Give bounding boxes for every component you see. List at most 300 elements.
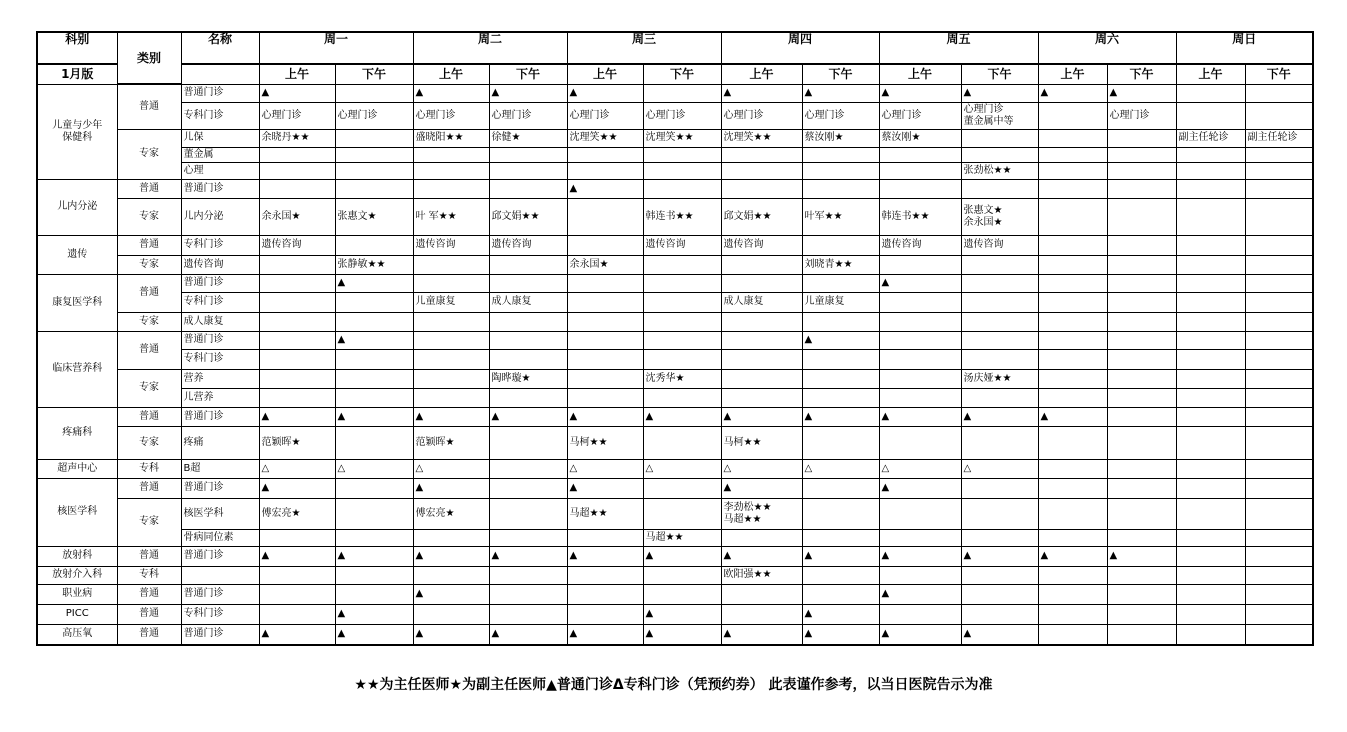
schedule-cell bbox=[879, 255, 961, 274]
schedule-cell bbox=[489, 349, 567, 369]
schedule-cell bbox=[1107, 129, 1176, 147]
schedule-cell bbox=[1176, 102, 1245, 129]
schedule-cell bbox=[335, 388, 413, 407]
schedule-cell bbox=[335, 162, 413, 179]
schedule-cell: 陶晔璇★ bbox=[489, 369, 567, 388]
schedule-cell bbox=[1038, 129, 1107, 147]
schedule-cell bbox=[1245, 274, 1313, 292]
clinic-name-cell: 疼痛 bbox=[181, 426, 259, 459]
schedule-cell: ▲ bbox=[879, 584, 961, 604]
schedule-cell: 汤庆娅★★ bbox=[961, 369, 1038, 388]
schedule-cell bbox=[1245, 162, 1313, 179]
schedule-cell: ▲ bbox=[802, 624, 879, 645]
schedule-cell bbox=[489, 312, 567, 331]
pm-header: 下午 bbox=[1107, 64, 1176, 84]
dept-cell: 儿内分泌 bbox=[37, 179, 117, 235]
schedule-cell bbox=[489, 274, 567, 292]
schedule-cell: ▲ bbox=[721, 478, 802, 498]
schedule-cell bbox=[1038, 102, 1107, 129]
schedule-cell bbox=[1107, 292, 1176, 312]
schedule-cell bbox=[1107, 198, 1176, 235]
day-header: 周四 bbox=[721, 32, 879, 64]
day-header: 周五 bbox=[879, 32, 1038, 64]
schedule-cell: △ bbox=[335, 459, 413, 478]
clinic-name-cell: 普通门诊 bbox=[181, 179, 259, 198]
schedule-cell bbox=[1038, 274, 1107, 292]
schedule-cell: 邱文娟★★ bbox=[721, 198, 802, 235]
schedule-cell bbox=[721, 331, 802, 349]
clinic-name-cell: 核医学科 bbox=[181, 498, 259, 529]
schedule-cell: ▲ bbox=[879, 274, 961, 292]
schedule-cell bbox=[1245, 255, 1313, 274]
schedule-cell bbox=[802, 179, 879, 198]
schedule-cell bbox=[961, 584, 1038, 604]
schedule-cell bbox=[1038, 584, 1107, 604]
schedule-cell: 蔡汝刚★ bbox=[802, 129, 879, 147]
clinic-name-cell: 骨病同位素 bbox=[181, 529, 259, 546]
schedule-cell: ▲ bbox=[721, 407, 802, 426]
schedule-cell bbox=[1107, 498, 1176, 529]
schedule-cell bbox=[961, 426, 1038, 459]
schedule-cell: 叶军★★ bbox=[802, 198, 879, 235]
schedule-cell bbox=[1176, 426, 1245, 459]
schedule-cell bbox=[335, 584, 413, 604]
table-row bbox=[37, 388, 1313, 407]
clinic-name-cell: 遗传咨询 bbox=[181, 255, 259, 274]
schedule-cell bbox=[1038, 388, 1107, 407]
schedule-cell: 范颖晖★ bbox=[259, 426, 335, 459]
schedule-cell: ▲ bbox=[961, 546, 1038, 566]
schedule-cell: ▲ bbox=[567, 624, 643, 645]
schedule-cell: ▲ bbox=[567, 546, 643, 566]
clinic-name-cell: 儿保 bbox=[181, 129, 259, 147]
type-cell: 专科 bbox=[117, 566, 181, 584]
schedule-cell: 成人康复 bbox=[721, 292, 802, 312]
schedule-cell: 马超★★ bbox=[567, 498, 643, 529]
schedule-cell: 遗传咨询 bbox=[413, 235, 489, 255]
schedule-cell: ▲ bbox=[413, 546, 489, 566]
schedule-cell: ▲ bbox=[879, 407, 961, 426]
table-row bbox=[37, 407, 1313, 426]
schedule-cell: ▲ bbox=[802, 407, 879, 426]
schedule-cell: ▲ bbox=[489, 624, 567, 645]
table-row bbox=[37, 255, 1313, 274]
schedule-cell bbox=[643, 566, 721, 584]
am-header: 上午 bbox=[1176, 64, 1245, 84]
schedule-cell: ▲ bbox=[567, 407, 643, 426]
clinic-name-cell: B超 bbox=[181, 459, 259, 478]
schedule-cell bbox=[259, 312, 335, 331]
schedule-cell: ▲ bbox=[259, 478, 335, 498]
schedule-cell bbox=[489, 478, 567, 498]
schedule-cell bbox=[1038, 459, 1107, 478]
schedule-cell bbox=[1245, 179, 1313, 198]
type-cell: 普通 bbox=[117, 179, 181, 198]
schedule-cell: ▲ bbox=[567, 179, 643, 198]
schedule-cell bbox=[1038, 331, 1107, 349]
schedule-cell bbox=[721, 179, 802, 198]
schedule-cell: ▲ bbox=[567, 478, 643, 498]
clinic-name-cell: 董金属 bbox=[181, 147, 259, 162]
type-cell: 专家 bbox=[117, 129, 181, 179]
schedule-cell bbox=[879, 566, 961, 584]
schedule-cell bbox=[1107, 426, 1176, 459]
schedule-cell bbox=[489, 529, 567, 546]
schedule-cell bbox=[643, 312, 721, 331]
schedule-cell bbox=[1176, 198, 1245, 235]
schedule-cell bbox=[413, 566, 489, 584]
clinic-name-cell: 儿内分泌 bbox=[181, 198, 259, 235]
schedule-cell bbox=[1038, 566, 1107, 584]
schedule-cell bbox=[1107, 331, 1176, 349]
schedule-cell bbox=[802, 498, 879, 529]
schedule-cell bbox=[259, 388, 335, 407]
dept-cell: PICC bbox=[37, 604, 117, 624]
schedule-cell bbox=[961, 498, 1038, 529]
type-cell: 普通 bbox=[117, 84, 181, 129]
clinic-name-cell bbox=[181, 566, 259, 584]
schedule-cell: ▲ bbox=[1107, 546, 1176, 566]
clinic-name-cell: 心理 bbox=[181, 162, 259, 179]
schedule-cell bbox=[259, 255, 335, 274]
dept-cell: 职业病 bbox=[37, 584, 117, 604]
schedule-cell: 李劲松★★ 马超★★ bbox=[721, 498, 802, 529]
schedule-cell bbox=[1107, 179, 1176, 198]
table-row bbox=[37, 459, 1313, 478]
schedule-cell bbox=[567, 235, 643, 255]
am-header: 上午 bbox=[413, 64, 489, 84]
schedule-cell bbox=[413, 179, 489, 198]
schedule-cell: ▲ bbox=[802, 331, 879, 349]
schedule-cell bbox=[879, 388, 961, 407]
schedule-cell bbox=[643, 292, 721, 312]
schedule-cell bbox=[1245, 426, 1313, 459]
schedule-cell: 成人康复 bbox=[489, 292, 567, 312]
schedule-cell bbox=[1245, 147, 1313, 162]
schedule-cell bbox=[1107, 312, 1176, 331]
schedule-cell: ▲ bbox=[961, 624, 1038, 645]
schedule-cell bbox=[1245, 349, 1313, 369]
schedule-cell bbox=[1245, 84, 1313, 102]
name-subheader bbox=[181, 64, 259, 84]
table-row bbox=[37, 369, 1313, 388]
schedule-cell bbox=[802, 478, 879, 498]
schedule-cell bbox=[1107, 274, 1176, 292]
schedule-cell bbox=[721, 388, 802, 407]
schedule-cell bbox=[259, 349, 335, 369]
schedule-cell bbox=[1107, 369, 1176, 388]
schedule-cell bbox=[259, 529, 335, 546]
schedule-cell bbox=[1245, 331, 1313, 349]
schedule-cell bbox=[489, 584, 567, 604]
schedule-cell: 刘晓青★★ bbox=[802, 255, 879, 274]
schedule-cell bbox=[1038, 604, 1107, 624]
schedule-cell: △ bbox=[567, 459, 643, 478]
schedule-cell bbox=[1176, 459, 1245, 478]
schedule-cell bbox=[335, 179, 413, 198]
schedule-cell: ▲ bbox=[879, 478, 961, 498]
schedule-cell bbox=[1107, 529, 1176, 546]
schedule-cell bbox=[1176, 546, 1245, 566]
type-cell: 普通 bbox=[117, 235, 181, 255]
schedule-cell bbox=[1245, 624, 1313, 645]
schedule-cell bbox=[1245, 369, 1313, 388]
schedule-cell bbox=[335, 478, 413, 498]
schedule-cell bbox=[259, 566, 335, 584]
schedule-table bbox=[36, 31, 1314, 646]
schedule-cell: 心理门诊 bbox=[335, 102, 413, 129]
schedule-cell bbox=[961, 331, 1038, 349]
schedule-cell bbox=[413, 274, 489, 292]
schedule-cell bbox=[961, 388, 1038, 407]
schedule-cell bbox=[1245, 102, 1313, 129]
pm-header: 下午 bbox=[802, 64, 879, 84]
schedule-cell: ▲ bbox=[335, 604, 413, 624]
am-header: 上午 bbox=[259, 64, 335, 84]
schedule-cell: ▲ bbox=[879, 624, 961, 645]
schedule-cell bbox=[335, 147, 413, 162]
schedule-cell bbox=[1038, 349, 1107, 369]
type-cell: 专家 bbox=[117, 312, 181, 331]
schedule-cell bbox=[259, 162, 335, 179]
schedule-cell: 马柯★★ bbox=[567, 426, 643, 459]
type-cell: 普通 bbox=[117, 274, 181, 312]
schedule-cell bbox=[1245, 292, 1313, 312]
schedule-cell bbox=[1176, 84, 1245, 102]
schedule-cell bbox=[721, 584, 802, 604]
schedule-cell bbox=[489, 426, 567, 459]
schedule-cell bbox=[802, 388, 879, 407]
day-header: 周二 bbox=[413, 32, 567, 64]
clinic-name-cell: 儿营养 bbox=[181, 388, 259, 407]
schedule-cell bbox=[721, 312, 802, 331]
schedule-cell bbox=[1176, 584, 1245, 604]
table-row bbox=[37, 604, 1313, 624]
schedule-cell bbox=[335, 566, 413, 584]
schedule-cell bbox=[1176, 331, 1245, 349]
table-row bbox=[37, 162, 1313, 179]
schedule-cell bbox=[961, 255, 1038, 274]
schedule-cell bbox=[567, 312, 643, 331]
schedule-cell bbox=[489, 255, 567, 274]
schedule-cell bbox=[1107, 407, 1176, 426]
schedule-cell bbox=[1176, 235, 1245, 255]
schedule-cell: 心理门诊 bbox=[643, 102, 721, 129]
schedule-cell bbox=[1038, 147, 1107, 162]
schedule-cell bbox=[802, 529, 879, 546]
schedule-cell: △ bbox=[643, 459, 721, 478]
schedule-cell bbox=[802, 274, 879, 292]
schedule-cell bbox=[961, 478, 1038, 498]
schedule-cell: 沈理笑★★ bbox=[643, 129, 721, 147]
schedule-cell: 张惠文★ bbox=[335, 198, 413, 235]
schedule-cell bbox=[1176, 624, 1245, 645]
schedule-cell: 心理门诊 bbox=[1107, 102, 1176, 129]
schedule-cell bbox=[802, 235, 879, 255]
pm-header: 下午 bbox=[335, 64, 413, 84]
schedule-cell bbox=[643, 478, 721, 498]
schedule-cell bbox=[335, 292, 413, 312]
schedule-cell: ▲ bbox=[259, 546, 335, 566]
schedule-cell: 蔡汝刚★ bbox=[879, 129, 961, 147]
schedule-cell: 儿童康复 bbox=[802, 292, 879, 312]
schedule-cell: ▲ bbox=[1107, 84, 1176, 102]
table-row bbox=[37, 235, 1313, 255]
schedule-cell: 儿童康复 bbox=[413, 292, 489, 312]
schedule-cell bbox=[721, 255, 802, 274]
legend-note: ★★为主任医师★为副主任医师▲普通门诊Δ专科门诊（凭预约券） 此表谨作参考，以当日医院告示为准 bbox=[354, 677, 993, 693]
schedule-cell bbox=[1245, 498, 1313, 529]
schedule-cell bbox=[1245, 312, 1313, 331]
table-row bbox=[37, 129, 1313, 147]
schedule-cell bbox=[1176, 498, 1245, 529]
clinic-name-cell: 普通门诊 bbox=[181, 84, 259, 102]
schedule-cell: △ bbox=[413, 459, 489, 478]
schedule-cell bbox=[489, 498, 567, 529]
schedule-cell bbox=[413, 604, 489, 624]
schedule-cell bbox=[643, 147, 721, 162]
schedule-cell: ▲ bbox=[643, 407, 721, 426]
schedule-cell: ▲ bbox=[413, 84, 489, 102]
pm-header: 下午 bbox=[643, 64, 721, 84]
schedule-cell bbox=[879, 369, 961, 388]
schedule-cell bbox=[413, 331, 489, 349]
schedule-cell bbox=[802, 312, 879, 331]
schedule-cell bbox=[1176, 604, 1245, 624]
schedule-cell bbox=[413, 529, 489, 546]
schedule-cell bbox=[335, 529, 413, 546]
type-cell: 专家 bbox=[117, 426, 181, 459]
clinic-name-cell: 普通门诊 bbox=[181, 478, 259, 498]
schedule-cell: ▲ bbox=[567, 84, 643, 102]
pm-header: 下午 bbox=[961, 64, 1038, 84]
dept-cell: 康复医学科 bbox=[37, 274, 117, 331]
schedule-cell: ▲ bbox=[335, 407, 413, 426]
schedule-cell bbox=[413, 349, 489, 369]
schedule-cell bbox=[335, 129, 413, 147]
schedule-cell: ▲ bbox=[259, 407, 335, 426]
schedule-cell bbox=[1245, 566, 1313, 584]
schedule-cell bbox=[879, 331, 961, 349]
schedule-cell bbox=[1038, 198, 1107, 235]
schedule-cell: 沈理笑★★ bbox=[567, 129, 643, 147]
schedule-cell bbox=[413, 388, 489, 407]
schedule-cell bbox=[489, 147, 567, 162]
schedule-cell bbox=[1245, 478, 1313, 498]
schedule-cell: ▲ bbox=[413, 624, 489, 645]
schedule-cell bbox=[1107, 147, 1176, 162]
schedule-cell: ▲ bbox=[335, 546, 413, 566]
schedule-cell bbox=[259, 369, 335, 388]
schedule-cell bbox=[335, 369, 413, 388]
schedule-cell bbox=[1107, 255, 1176, 274]
schedule-cell: 范颖晖★ bbox=[413, 426, 489, 459]
table-row bbox=[37, 84, 1313, 102]
schedule-cell bbox=[1038, 179, 1107, 198]
schedule-cell bbox=[721, 349, 802, 369]
schedule-cell: 盛晓阳★★ bbox=[413, 129, 489, 147]
schedule-cell: ▲ bbox=[643, 604, 721, 624]
clinic-name-cell: 营养 bbox=[181, 369, 259, 388]
schedule-cell bbox=[489, 566, 567, 584]
schedule-cell bbox=[802, 566, 879, 584]
type-cell: 专家 bbox=[117, 369, 181, 407]
schedule-cell: ▲ bbox=[721, 84, 802, 102]
schedule-cell bbox=[259, 147, 335, 162]
schedule-cell bbox=[335, 349, 413, 369]
table-row bbox=[37, 624, 1313, 645]
schedule-cell: ▲ bbox=[489, 407, 567, 426]
type-header: 类别 bbox=[117, 32, 181, 84]
schedule-cell bbox=[259, 274, 335, 292]
schedule-cell bbox=[335, 235, 413, 255]
schedule-cell: ▲ bbox=[259, 624, 335, 645]
schedule-cell: 副主任轮诊 bbox=[1245, 129, 1313, 147]
schedule-cell bbox=[643, 255, 721, 274]
schedule-cell bbox=[259, 604, 335, 624]
header-row-days bbox=[37, 32, 1313, 64]
schedule-cell bbox=[1245, 198, 1313, 235]
schedule-cell: ▲ bbox=[721, 624, 802, 645]
table-row bbox=[37, 584, 1313, 604]
type-cell: 普通 bbox=[117, 546, 181, 566]
schedule-cell: 遗传咨询 bbox=[489, 235, 567, 255]
schedule-cell: ▲ bbox=[489, 546, 567, 566]
schedule-cell bbox=[1245, 604, 1313, 624]
table-row bbox=[37, 292, 1313, 312]
schedule-cell: ▲ bbox=[335, 624, 413, 645]
schedule-cell bbox=[879, 312, 961, 331]
schedule-cell bbox=[961, 349, 1038, 369]
schedule-cell bbox=[1107, 349, 1176, 369]
schedule-cell bbox=[489, 331, 567, 349]
schedule-cell bbox=[879, 147, 961, 162]
schedule-cell: △ bbox=[259, 459, 335, 478]
schedule-cell bbox=[879, 604, 961, 624]
schedule-cell bbox=[567, 147, 643, 162]
schedule-cell: △ bbox=[961, 459, 1038, 478]
schedule-cell bbox=[567, 292, 643, 312]
schedule-cell: 遗传咨询 bbox=[961, 235, 1038, 255]
schedule-cell: △ bbox=[721, 459, 802, 478]
table-row bbox=[37, 529, 1313, 546]
schedule-cell bbox=[1245, 235, 1313, 255]
schedule-cell bbox=[489, 604, 567, 624]
dept-cell: 疼痛科 bbox=[37, 407, 117, 459]
schedule-cell: 韩连书★★ bbox=[643, 198, 721, 235]
schedule-cell: 余晓丹★★ bbox=[259, 129, 335, 147]
schedule-cell bbox=[567, 162, 643, 179]
schedule-cell bbox=[1176, 529, 1245, 546]
schedule-cell: 邱文娟★★ bbox=[489, 198, 567, 235]
schedule-cell bbox=[961, 147, 1038, 162]
schedule-cell bbox=[1038, 426, 1107, 459]
day-header: 周日 bbox=[1176, 32, 1313, 64]
table-row bbox=[37, 198, 1313, 235]
schedule-cell bbox=[567, 331, 643, 349]
schedule-cell: ▲ bbox=[802, 84, 879, 102]
schedule-cell bbox=[1245, 407, 1313, 426]
schedule-cell bbox=[1245, 388, 1313, 407]
type-cell: 专家 bbox=[117, 498, 181, 546]
schedule-cell bbox=[879, 349, 961, 369]
schedule-cell bbox=[1107, 624, 1176, 645]
header-row-halfdays bbox=[37, 64, 1313, 84]
day-header: 周六 bbox=[1038, 32, 1176, 64]
schedule-cell bbox=[1038, 292, 1107, 312]
schedule-cell bbox=[721, 147, 802, 162]
schedule-cell bbox=[643, 388, 721, 407]
